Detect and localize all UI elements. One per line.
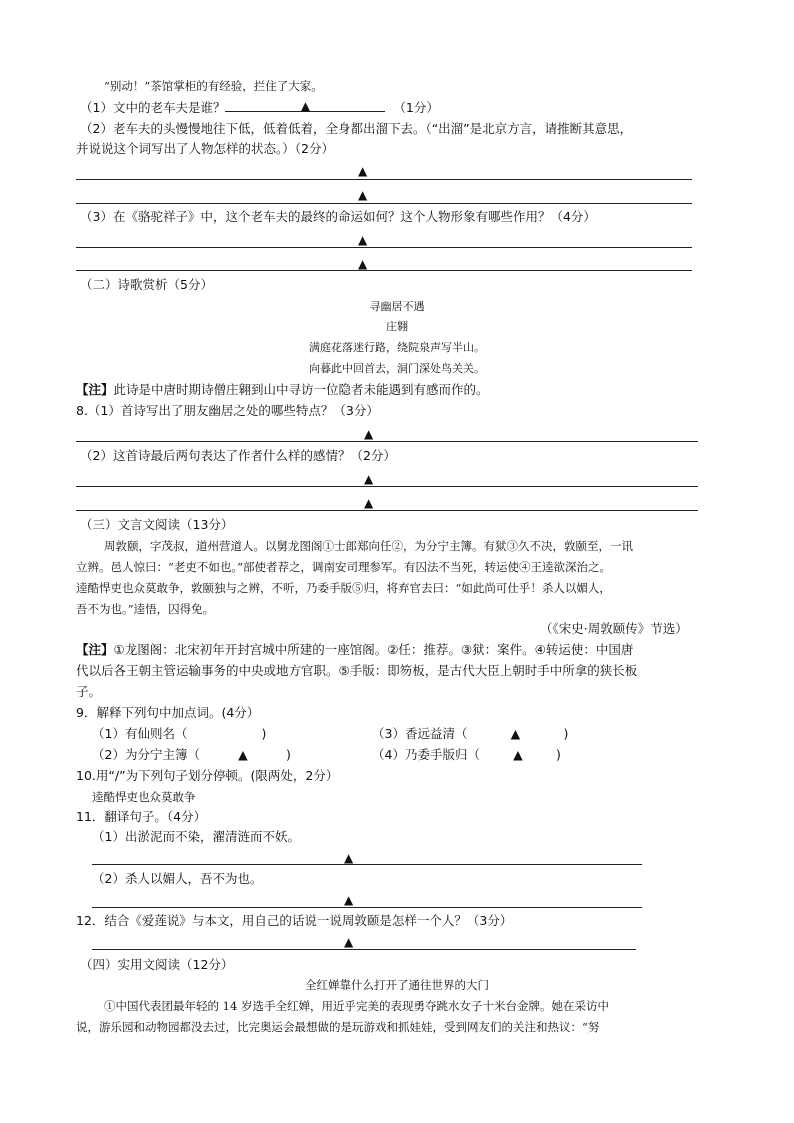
answer-line[interactable]: [76, 247, 692, 248]
answer-marker: ▲: [344, 893, 354, 907]
answer-slot[interactable]: [200, 746, 286, 764]
question-9-item-text: （2）为分宁主簿（: [92, 747, 200, 762]
answer-slot[interactable]: [467, 725, 563, 743]
answer-marker: ▲: [238, 747, 248, 762]
question-1-score: （1分）: [393, 100, 439, 115]
question-8-2: （2）这首诗最后两句表达了作者什么样的感情？（2分）: [80, 448, 396, 463]
section-heading-classical: （三）文言文阅读（13分）: [80, 517, 234, 532]
section-heading-practical: （四）实用文阅读（12分）: [80, 957, 234, 972]
answer-line[interactable]: [76, 179, 692, 180]
close-paren: ): [555, 747, 561, 762]
answer-line[interactable]: [76, 203, 692, 204]
answer-marker: ▲: [364, 427, 374, 441]
question-11-1: （1）出淤泥而不染，濯清涟而不妖。: [92, 829, 300, 844]
close-paren: ): [261, 726, 267, 741]
answer-marker: ▲: [513, 747, 523, 762]
question-9: 9．解释下列句中加点词。(4分）: [76, 705, 260, 720]
classical-text-line4: 吾不为也。”逵悟，囚得免。: [76, 602, 215, 616]
classical-note-2: 代以后各王朝主管运输事务的中央或地方官职。⑤手版：即笏板，是古代大臣上朝时手中所拿的狭长板: [76, 663, 638, 678]
note-label: 【注】: [76, 382, 114, 397]
classical-source: （《宋史·周敦颐传》节选）: [540, 621, 688, 636]
question-9-item-1: [92, 725, 266, 743]
question-9-item-3: [372, 725, 568, 743]
question-1: [80, 98, 439, 117]
question-11-2: （2）杀人以媚人，吾不为也。: [92, 871, 263, 886]
question-8-1: 8.（1）首诗写出了朋友幽居之处的哪些特点？（3分）: [76, 403, 379, 418]
answer-line[interactable]: [92, 949, 636, 950]
poem-line-1: 满庭花落迷行路，绕院泉声写半山。: [309, 341, 485, 354]
poem-title: 寻幽居不遇: [369, 300, 425, 313]
answer-slot[interactable]: [480, 746, 556, 764]
answer-line[interactable]: [76, 441, 698, 442]
question-10-sentence: 逵酷悍吏也众莫敢争: [92, 790, 196, 804]
question-1-text: （1）文中的老车夫是谁？: [80, 100, 226, 115]
classical-text-line2: 立辨。邑人惊曰：“老吏不如也。”部使者荐之，调南安司理参军。有囚法不当死，转运使④王逵欲深治之。: [76, 560, 612, 574]
poem-note-text: 此诗是中唐时期诗僧庄翱到山中寻访一位隐者未能遇到有感而作的。: [113, 382, 489, 397]
poem-author: 庄翱: [386, 320, 408, 333]
answer-blank-1[interactable]: [225, 98, 385, 112]
note-label: 【注】: [76, 642, 114, 657]
classical-note-text-1: ①龙图阁：北宋初年开封宫城中所建的一座馆阁。②任：推荐。③狱：案件。④转运使：中国唐: [113, 642, 634, 657]
section-heading-poem: （二）诗歌赏析（5分）: [80, 277, 213, 292]
practical-article-title: 全红婵靠什么打开了通往世界的大门: [305, 978, 489, 992]
classical-note-3: 子。: [76, 684, 102, 699]
question-11: 11．翻译句子。（4分）: [76, 809, 207, 824]
answer-line[interactable]: [92, 864, 642, 865]
answer-marker: ▲: [358, 257, 368, 271]
question-2-line1: （2）老车夫的头慢慢地往下低，低着低着，全身都出溜下去。（“出溜”是北京方言，请推断其意思，: [80, 121, 633, 136]
poem-note: [76, 381, 489, 399]
classical-text-line3: 逵酷悍吏也众莫敢争，敦颐独与之辨，不听，乃委手版⑤归，将弃官去曰：“如此尚可仕乎！杀人以媚人，: [76, 581, 611, 595]
answer-line[interactable]: [92, 907, 642, 908]
classical-note-1: [76, 641, 633, 659]
practical-text-line1: ①中国代表团最年轻的 14 岁选手全红婵，用近乎完美的表现勇夺跳水女子十米台金牌。她在采访中: [104, 999, 609, 1013]
question-9-item-text: （1）有仙则名（: [92, 726, 188, 741]
answer-marker: ▲: [344, 935, 354, 949]
answer-line[interactable]: [76, 486, 698, 487]
question-10: 10.用“/”为下列句子划分停顿。(限两处，2分）: [76, 768, 339, 783]
answer-marker: ▲: [300, 99, 311, 113]
classical-text-line1: 周敦颐，字茂叔，道州营道人。以舅龙图阁①士郎郑向任②，为分宁主簿。有狱③久不决，敦颐至，一讯: [104, 539, 633, 553]
answer-marker: ▲: [364, 496, 374, 510]
answer-marker: ▲: [364, 472, 374, 486]
question-2-line2: 并说说这个词写出了人物怎样的状态。）（2分）: [76, 141, 334, 156]
answer-line[interactable]: [76, 510, 698, 511]
question-9-item-2: [92, 746, 291, 764]
question-9-item-text: （4）乃委手版归（: [372, 747, 480, 762]
story-tail-line: “别动！”茶馆掌柜的有经验，拦住了大家。: [104, 79, 323, 93]
practical-text-line2: 说，游乐园和动物园都没去过，比完奥运会最想做的是玩游戏和抓娃娃，受到网友们的关注和热议：“努: [76, 1020, 600, 1034]
answer-marker: ▲: [510, 726, 521, 741]
answer-marker: ▲: [358, 188, 368, 202]
question-9-item-text: （3）香远益清（: [372, 726, 468, 741]
answer-marker: ▲: [344, 851, 354, 865]
question-12: 12．结合《爱莲说》与本文，用自己的话说一说周敦颐是怎样一个人？（3分）: [76, 913, 513, 928]
answer-marker: ▲: [358, 164, 368, 178]
answer-line[interactable]: [76, 270, 692, 271]
question-3: （3）在《骆驼祥子》中，这个老车夫的最终的命运如何？这个人物形象有哪些作用？（4分）: [80, 209, 596, 224]
poem-line-2: 向暮此中回首去，洞门深处鸟关关。: [309, 362, 485, 375]
answer-marker: ▲: [358, 233, 368, 247]
question-9-item-4: [372, 746, 561, 764]
close-paren: ): [563, 726, 569, 741]
close-paren: ): [285, 747, 291, 762]
